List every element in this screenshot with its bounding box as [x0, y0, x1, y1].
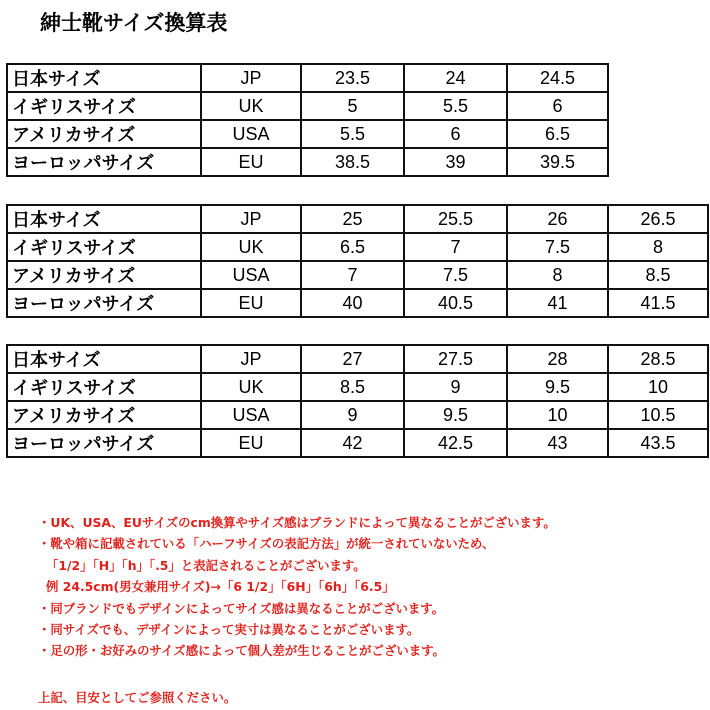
size-table-2 — [6, 204, 709, 318]
unit-cell: USA — [201, 261, 301, 289]
size-cell: 6.5 — [301, 233, 404, 261]
row-label: ヨーロッパサイズ — [7, 289, 201, 317]
size-cell: 38.5 — [301, 148, 404, 176]
size-cell: 41 — [507, 289, 608, 317]
size-cell: 26.5 — [608, 205, 708, 233]
unit-cell: USA — [201, 120, 301, 148]
size-cell: 25.5 — [404, 205, 507, 233]
empty-cell — [608, 148, 708, 176]
row-label: イギリスサイズ — [7, 233, 201, 261]
size-cell: 40.5 — [404, 289, 507, 317]
size-cell: 28 — [507, 345, 608, 373]
table-row — [7, 64, 708, 92]
size-cell: 7 — [404, 233, 507, 261]
row-label: アメリカサイズ — [7, 401, 201, 429]
row-label: 日本サイズ — [7, 205, 201, 233]
unit-cell: UK — [201, 92, 301, 120]
size-cell: 43 — [507, 429, 608, 457]
unit-cell: JP — [201, 205, 301, 233]
unit-cell: EU — [201, 429, 301, 457]
size-cell: 9.5 — [507, 373, 608, 401]
size-cell: 42.5 — [404, 429, 507, 457]
size-cell: 9.5 — [404, 401, 507, 429]
size-cell: 6.5 — [507, 120, 608, 148]
table-row — [7, 289, 708, 317]
unit-cell: UK — [201, 233, 301, 261]
size-cell: 10.5 — [608, 401, 708, 429]
unit-cell: EU — [201, 148, 301, 176]
size-cell: 27.5 — [404, 345, 507, 373]
table-row — [7, 148, 708, 176]
size-cell: 8.5 — [608, 261, 708, 289]
size-cell: 24.5 — [507, 64, 608, 92]
size-cell: 41.5 — [608, 289, 708, 317]
row-label: 日本サイズ — [7, 345, 201, 373]
note-line: ・UK、USA、EUサイズのcm換算やサイズ感はブランドによって異なることがございます。 — [38, 515, 556, 530]
size-cell: 25 — [301, 205, 404, 233]
note-line: ・足の形・お好みのサイズ感によって個人差が生じることがございます。 — [38, 643, 445, 659]
unit-cell: USA — [201, 401, 301, 429]
table-row — [7, 401, 708, 429]
note-line: 「1/2」「H」「h」「.5」と表記されることがございます。 — [46, 557, 366, 573]
size-cell: 26 — [507, 205, 608, 233]
row-label: イギリスサイズ — [7, 373, 201, 401]
size-cell: 8 — [608, 233, 708, 261]
unit-cell: JP — [201, 64, 301, 92]
size-cell: 7 — [301, 261, 404, 289]
unit-cell: UK — [201, 373, 301, 401]
size-cell: 5 — [301, 92, 404, 120]
size-cell: 5.5 — [301, 120, 404, 148]
size-cell: 9 — [301, 401, 404, 429]
empty-cell — [608, 64, 708, 92]
size-cell: 8.5 — [301, 373, 404, 401]
unit-cell: EU — [201, 289, 301, 317]
size-cell: 40 — [301, 289, 404, 317]
size-cell: 6 — [404, 120, 507, 148]
table-row — [7, 205, 708, 233]
table-row — [7, 373, 708, 401]
row-label: 日本サイズ — [7, 64, 201, 92]
notes-list — [38, 512, 556, 662]
unit-cell: JP — [201, 345, 301, 373]
size-cell: 39.5 — [507, 148, 608, 176]
size-cell: 7.5 — [404, 261, 507, 289]
size-cell: 28.5 — [608, 345, 708, 373]
size-cell: 27 — [301, 345, 404, 373]
empty-cell — [608, 120, 708, 148]
table-row — [7, 92, 708, 120]
size-cell: 24 — [404, 64, 507, 92]
size-cell: 39 — [404, 148, 507, 176]
row-label: アメリカサイズ — [7, 120, 201, 148]
note-line: ・同ブランドでもデザインによってサイズ感は異なることがございます。 — [38, 600, 445, 616]
size-cell: 10 — [608, 373, 708, 401]
row-label: ヨーロッパサイズ — [7, 148, 201, 176]
table-row — [7, 120, 708, 148]
size-cell: 23.5 — [301, 64, 404, 92]
size-cell: 7.5 — [507, 233, 608, 261]
size-table-3 — [6, 344, 709, 458]
size-cell: 10 — [507, 401, 608, 429]
table-row — [7, 345, 708, 373]
row-label: アメリカサイズ — [7, 261, 201, 289]
table-row — [7, 233, 708, 261]
row-label: イギリスサイズ — [7, 92, 201, 120]
page-title: 紳士靴サイズ換算表 — [40, 11, 228, 35]
size-table-1 — [6, 63, 709, 177]
size-cell: 8 — [507, 261, 608, 289]
note-line: ・靴や箱に記載されている「ハーフサイズの表記方法」が統一されていないため、 — [38, 536, 495, 552]
table-row — [7, 429, 708, 457]
size-cell: 9 — [404, 373, 507, 401]
note-line: 例 24.5cm(男女兼用サイズ)→「6 1/2」「6H」「6h」「6.5」 — [46, 579, 395, 595]
size-cell: 42 — [301, 429, 404, 457]
table-row — [7, 261, 708, 289]
note-line: ・同サイズでも、デザインによって実寸は異なることがございます。 — [38, 621, 420, 637]
size-cell: 6 — [507, 92, 608, 120]
empty-cell — [608, 92, 708, 120]
size-cell: 43.5 — [608, 429, 708, 457]
closing-note: 上記、目安としてご参照ください。 — [38, 690, 237, 705]
row-label: ヨーロッパサイズ — [7, 429, 201, 457]
size-cell: 5.5 — [404, 92, 507, 120]
